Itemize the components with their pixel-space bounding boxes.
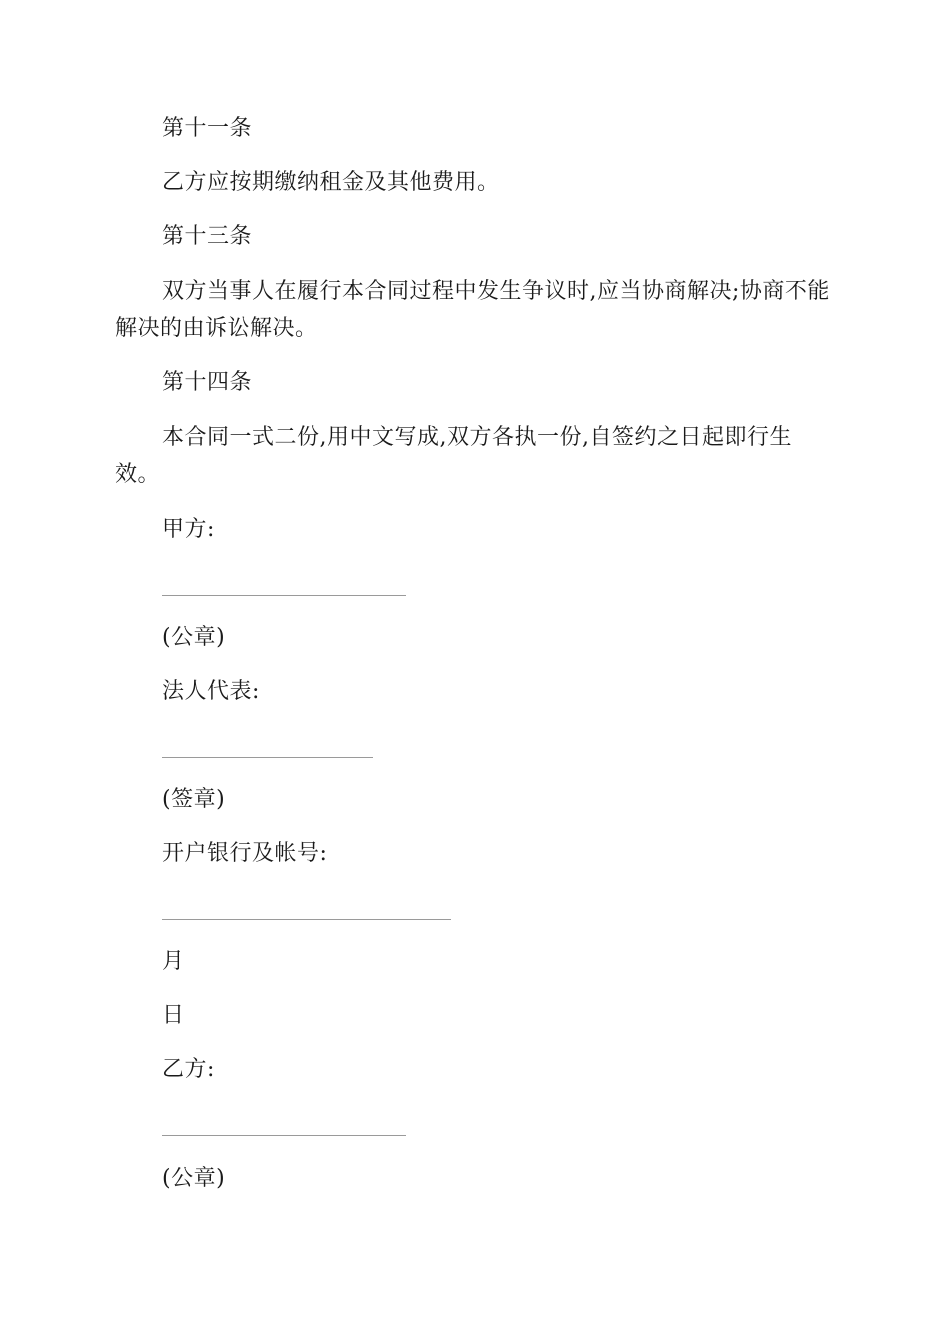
clause-14-body-line-1: 本合同一式二份,用中文写成,双方各执一份,自签约之日起即行生 <box>162 425 792 450</box>
day-label: 日 <box>162 1003 185 1028</box>
clause-14-heading: 第十四条 <box>162 370 253 395</box>
clause-14-body-line-2: 效。 <box>115 462 161 487</box>
legal-rep-seal: (签章) <box>162 787 226 812</box>
party-b-signature-line <box>162 1135 406 1136</box>
legal-rep-signature-line <box>162 757 373 758</box>
party-a-label: 甲方: <box>162 517 215 542</box>
clause-11-body: 乙方应按期缴纳租金及其他费用。 <box>162 170 500 195</box>
clause-11-heading: 第十一条 <box>162 116 253 141</box>
party-b-label: 乙方: <box>162 1057 215 1082</box>
party-a-seal: (公章) <box>162 625 226 650</box>
clause-13-heading: 第十三条 <box>162 224 253 249</box>
party-a-signature-line <box>162 595 406 596</box>
party-b-seal: (公章) <box>162 1166 226 1191</box>
bank-account-label: 开户银行及帐号: <box>162 841 328 866</box>
clause-13-body-line-2: 解决的由诉讼解决。 <box>115 316 318 341</box>
bank-account-line <box>162 919 451 920</box>
clause-13-body-line-1: 双方当事人在履行本合同过程中发生争议时,应当协商解决;协商不能 <box>162 279 830 304</box>
month-label: 月 <box>162 949 185 974</box>
legal-rep-label: 法人代表: <box>162 679 260 704</box>
